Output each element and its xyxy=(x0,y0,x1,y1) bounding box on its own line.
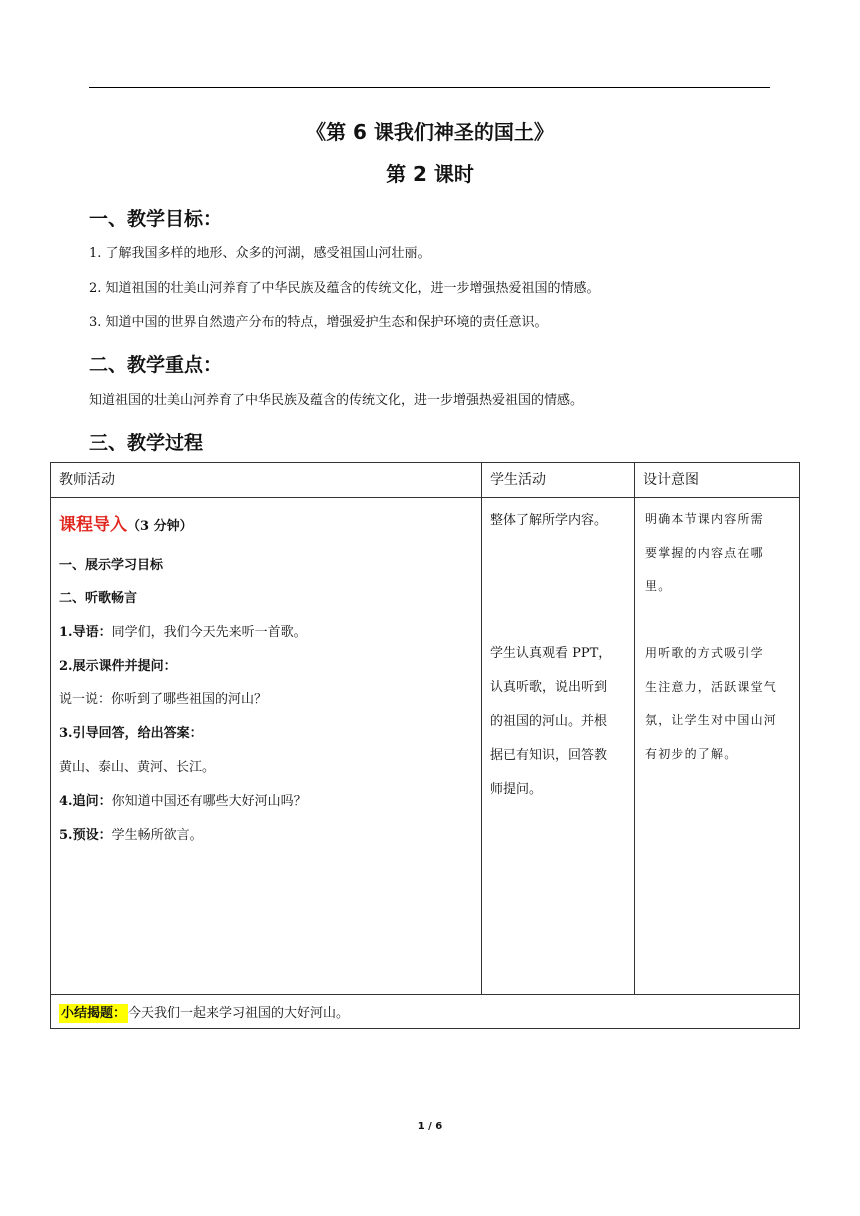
table-row xyxy=(51,498,800,995)
process-heading: 三、教学过程 xyxy=(89,432,204,454)
teacher-line-8: 4.追问：你知道中国还有哪些大好河山吗？ xyxy=(59,794,307,809)
design-intent-cell xyxy=(635,498,800,995)
process-table xyxy=(50,462,800,1029)
student-line-4: 的祖国的河山。并根 xyxy=(490,714,608,729)
header-rule xyxy=(89,87,770,88)
intro-section-title: 课程导入（3 分钟） xyxy=(59,515,193,535)
teacher-line-3: 1.导语：同学们，我们今天先来听一首歌。 xyxy=(59,625,307,640)
teacher-line-1: 一、展示学习目标 xyxy=(59,558,164,573)
summary-row xyxy=(51,995,800,1029)
student-line-1: 整体了解所学内容。 xyxy=(490,513,608,528)
table-header-row xyxy=(51,463,800,498)
document-subtitle: 第 2 课时 xyxy=(386,162,474,186)
teacher-line-6: 3.引导回答，给出答案： xyxy=(59,726,203,741)
column-header-teacher: 教师活动 xyxy=(51,463,482,498)
design-line-5: 生注意力，活跃课堂气 xyxy=(645,680,778,694)
summary-label: 小结揭题： xyxy=(61,1006,127,1021)
focus-heading: 二、教学重点： xyxy=(89,354,223,376)
document-title: 《第 6 课我们神圣的国土》 xyxy=(306,120,554,144)
student-line-2: 学生认真观看 PPT， xyxy=(490,646,612,661)
teacher-line-2: 二、听歌畅言 xyxy=(59,591,138,606)
student-line-6: 师提问。 xyxy=(490,782,543,797)
student-line-5: 据已有知识，回答教 xyxy=(490,748,608,763)
summary-cell xyxy=(51,995,800,1029)
goal-item-3: 3. 知道中国的世界自然遗产分布的特点，增强爱护生态和保护环境的责任意识。 xyxy=(89,315,548,330)
student-activity-cell xyxy=(482,498,635,995)
column-header-design: 设计意图 xyxy=(635,463,800,498)
summary-text: 今天我们一起来学习祖国的大好河山。 xyxy=(128,1006,350,1021)
page-number: 1 / 6 xyxy=(417,1121,443,1132)
teacher-line-4: 2.展示课件并提问： xyxy=(59,659,177,674)
design-line-6: 氛，让学生对中国山河 xyxy=(645,713,778,727)
teacher-activity-cell xyxy=(51,498,482,995)
goal-item-2: 2. 知道祖国的壮美山河养育了中华民族及蕴含的传统文化，进一步增强热爱祖国的情感。 xyxy=(89,281,600,296)
teacher-line-9: 5.预设：学生畅所欲言。 xyxy=(59,828,203,843)
design-line-4: 用听歌的方式吸引学 xyxy=(645,646,764,660)
goals-heading: 一、教学目标： xyxy=(89,208,223,230)
focus-text: 知道祖国的壮美山河养育了中华民族及蕴含的传统文化，进一步增强热爱祖国的情感。 xyxy=(89,393,584,408)
teacher-line-7: 黄山、泰山、黄河、长江。 xyxy=(59,760,216,775)
column-header-student: 学生活动 xyxy=(482,463,635,498)
design-line-2: 要掌握的内容点在哪 xyxy=(645,546,764,560)
student-line-3: 认真听歌，说出听到 xyxy=(490,680,608,695)
teacher-line-5: 说一说：你听到了哪些祖国的河山？ xyxy=(59,692,268,707)
goal-item-1: 1. 了解我国多样的地形、众多的河湖，感受祖国山河壮丽。 xyxy=(89,246,431,261)
design-line-3: 里。 xyxy=(645,579,672,593)
design-line-7: 有初步的了解。 xyxy=(645,747,738,761)
design-line-1: 明确本节课内容所需 xyxy=(645,512,764,526)
